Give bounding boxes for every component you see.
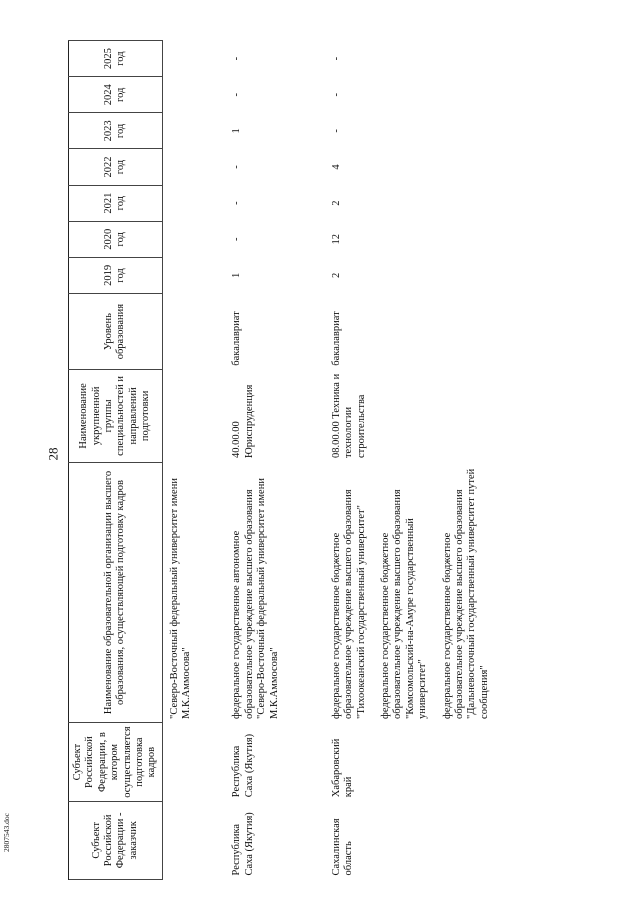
training-subject-cell: Хабаровский край: [330, 738, 355, 798]
header-year: 2023 год: [69, 113, 163, 149]
year-value: -: [231, 56, 243, 61]
table-landscape: [68, 40, 628, 880]
training-subject-cell: Республика Саха (Якутия): [231, 733, 255, 798]
table-row: [225, 41, 299, 880]
table-row: [325, 41, 509, 880]
header-year: 2021 год: [69, 185, 163, 221]
header-level: Уровень образования: [69, 293, 163, 369]
continued-org-name: "Северо-Восточный федеральный университет имени М.К.Аммосова": [168, 478, 192, 719]
header-year: 2022 год: [69, 149, 163, 185]
header-row: [69, 41, 163, 880]
year-value: 4: [330, 164, 342, 170]
distribution-table: [68, 40, 509, 880]
customer-cell: Республика Саха (Якутия): [231, 812, 255, 876]
specialty-group-cell: 40.00.00 Юриспруденция: [231, 384, 255, 459]
header-year: 2024 год: [69, 77, 163, 113]
org-name: федеральное государственное автономное образовательное учреждение высшего образования "Северо-Восточный федеральный университет имени М.К.Аммосова": [231, 478, 280, 719]
year-value: 1: [231, 128, 243, 134]
year-value: -: [330, 56, 342, 61]
year-value: 1: [231, 272, 243, 279]
year-value: -: [330, 129, 342, 133]
header-year: 2019 год: [69, 257, 163, 293]
year-value: 12: [330, 234, 342, 245]
year-value: -: [231, 237, 243, 242]
specialty-group-cell: 08.00.00 Техника и технологии строительства: [330, 373, 367, 459]
header-org: Наименование образовательной организации высшего образования, осуществляющей подготовку кадров: [69, 462, 163, 723]
org-name: федеральное государственное бюджетное образовательное учреждение высшего образования "Комсомольский-на-Амуре государственный университет": [380, 489, 429, 719]
year-value: -: [231, 201, 243, 205]
level-cell: бакалавриат: [330, 311, 342, 366]
page-number: 28: [45, 447, 61, 461]
header-year: 2020 год: [69, 221, 163, 257]
rotated-table-area: [68, 40, 628, 880]
year-value: -: [231, 165, 243, 169]
year-value: -: [231, 93, 243, 97]
customer-cell: Сахалинская область: [330, 818, 355, 876]
header-customer: Субъект Российской Федерации - заказчик: [69, 801, 163, 879]
org-cell: [325, 462, 509, 723]
year-value: 2: [330, 272, 342, 279]
year-value: 2: [330, 200, 342, 206]
level-cell: бакалавриат: [231, 311, 243, 366]
header-training-subject: Субъект Российской Федерации, в котором осуществляется подготовка кадров: [69, 723, 163, 801]
document-code: 2807543.doc: [2, 813, 11, 852]
org-name: федеральное государственное бюджетное образовательное учреждение высшего образования "Тихоокеанский государственный университет": [330, 489, 367, 719]
header-year: 2025 год: [69, 41, 163, 77]
year-value: -: [330, 93, 342, 97]
header-specialty-group: Наименование укрупненной группы специальностей и направлений подготовки: [69, 370, 163, 462]
org-name: федеральное государственное бюджетное образовательное учреждение высшего образования "Дальневосточный государственный университет путей сообщения": [441, 468, 490, 719]
table-row: [162, 41, 199, 880]
org-cell: [225, 462, 299, 723]
